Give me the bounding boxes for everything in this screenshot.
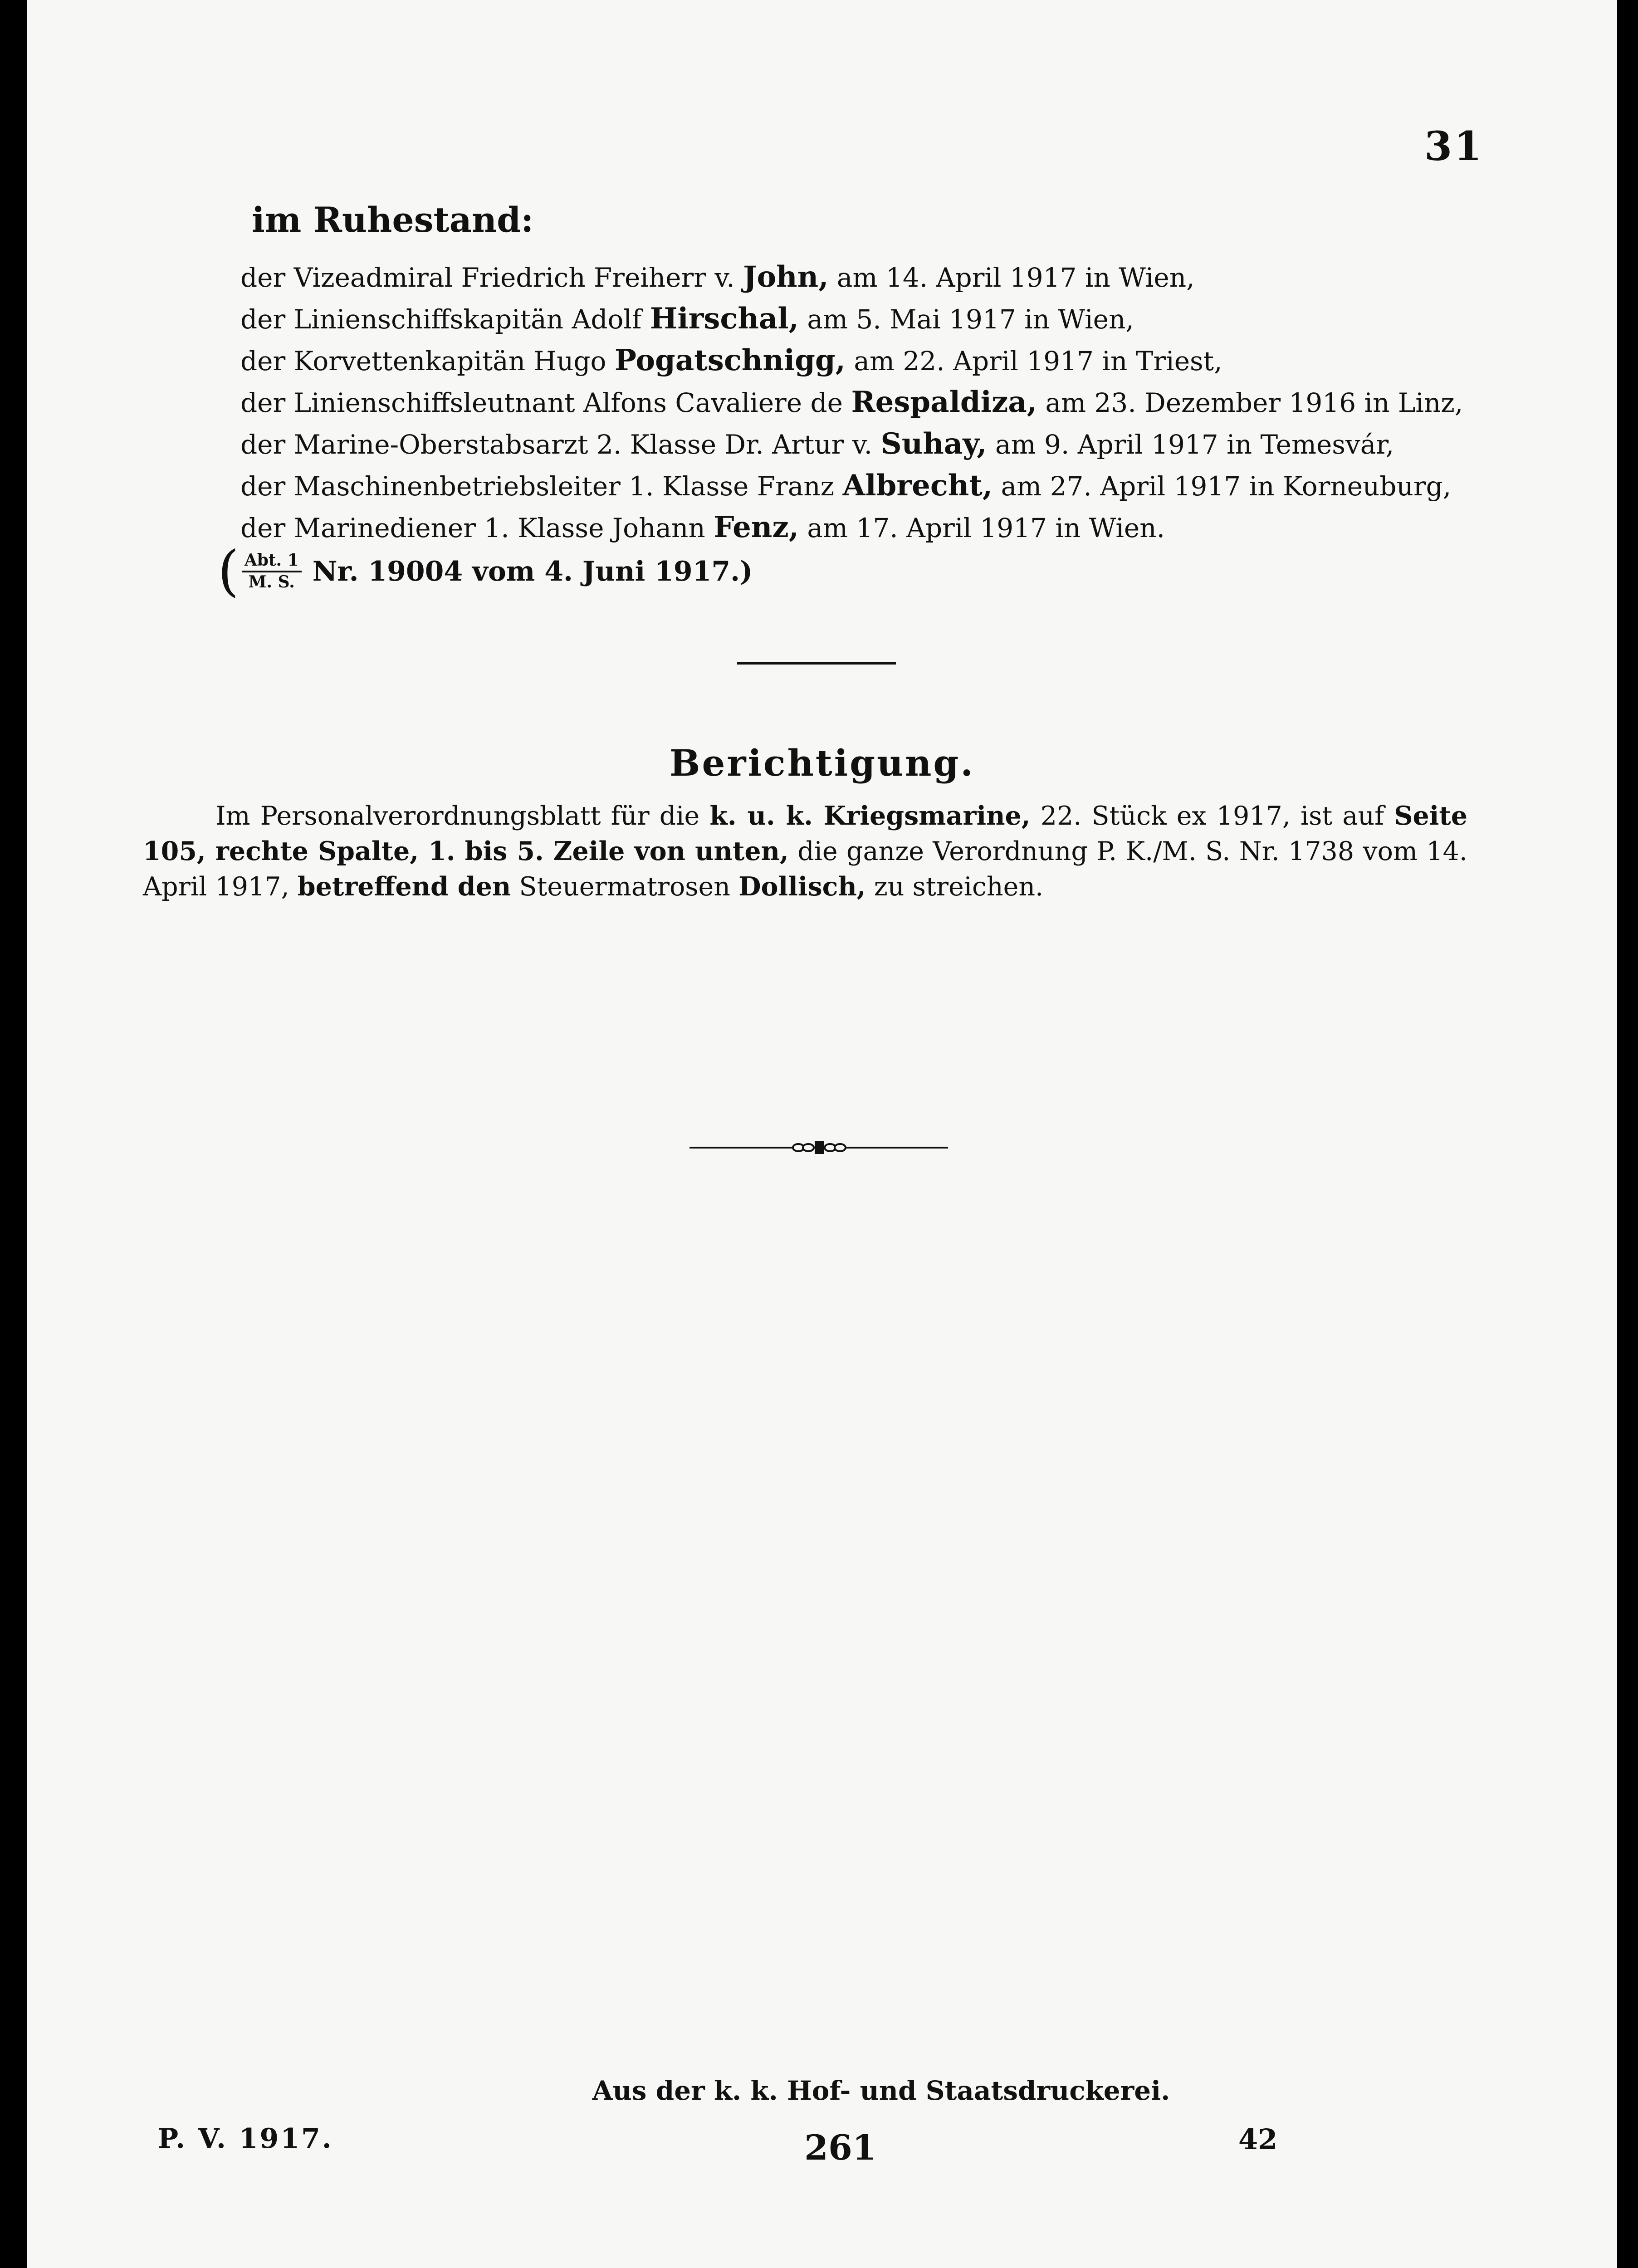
entry-name: John, [743, 260, 829, 294]
correction-text-bold: Seite 105, rechte Spalte, 1. bis 5. Zeile von unten, [143, 801, 1467, 866]
entry-date-place: am 22. April 1917 in Triest, [845, 346, 1222, 376]
entry-date-place: am 14. April 1917 in Wien, [828, 262, 1195, 293]
retirement-list [240, 256, 1463, 548]
fraction-numerator: Abt. 1 [242, 552, 302, 572]
list-item [240, 340, 1284, 381]
entry-date-place: am 17. April 1917 in Wien. [798, 513, 1165, 543]
list-item [240, 381, 1463, 423]
entry-date-place: am 5. Mai 1917 in Wien, [798, 304, 1134, 335]
correction-text-part: Steuermatrosen [511, 872, 739, 902]
entry-rank: der Marine-Oberstabsarzt 2. Klasse Dr. Artur v. [240, 429, 881, 460]
correction-text-part: Im Personalverordnungsblatt für die [215, 801, 710, 831]
footer-left: P. V. 1917. [158, 2123, 333, 2155]
list-item [240, 465, 1452, 507]
footer-right: 42 [1238, 2123, 1278, 2156]
reference-text: Nr. 19004 vom 4. Juni 1917.) [312, 556, 753, 587]
entry-name: Fenz, [714, 510, 799, 544]
correction-text-bold: k. u. k. Kriegsmarine, [709, 801, 1031, 831]
list-item [240, 507, 1284, 548]
entry-rank: der Maschinenbetriebsleiter 1. Klasse Franz [240, 471, 843, 502]
footer-page-number: 261 [804, 2127, 876, 2168]
section-heading: im Ruhestand: [252, 200, 534, 240]
list-item [240, 423, 1394, 465]
open-paren: ( [218, 540, 239, 603]
list-item [240, 256, 1284, 298]
entry-rank: der Vizeadmiral Friedrich Freiherr v. [240, 262, 743, 293]
entry-name: Pogatschnigg, [614, 343, 846, 377]
department-fraction [242, 552, 302, 591]
ornament-divider [689, 1134, 948, 1161]
entry-rank: der Marinediener 1. Klasse Johann [240, 513, 714, 543]
list-item [240, 298, 1284, 340]
entry-name: Hirschal, [650, 302, 799, 336]
entry-name: Respaldiza, [851, 385, 1037, 419]
correction-text-bold: betreffend den [297, 871, 511, 902]
entry-name: Albrecht, [842, 469, 993, 503]
entry-date-place: am 27. April 1917 in Korneuburg, [993, 471, 1452, 502]
correction-title: Berichtigung. [669, 742, 975, 784]
entry-rank: der Linienschiffsleutnant Alfons Cavaliere de [240, 387, 851, 418]
fraction-denominator: M. S. [248, 572, 295, 591]
correction-paragraph [143, 798, 1467, 904]
section-divider [737, 662, 896, 665]
page-number: 31 [1424, 122, 1484, 170]
entry-date-place: am 9. April 1917 in Temesvár, [987, 429, 1394, 460]
correction-text-bold: Dollisch, [738, 871, 866, 902]
correction-text-part: zu streichen. [865, 872, 1044, 902]
correction-text-part: die ganze Verordnung P. K./M. S. Nr. 1738 vom 14. April 1917, [143, 836, 1467, 902]
document-page [27, 0, 1617, 2268]
entry-date-place: am 23. Dezember 1916 in Linz, [1037, 387, 1463, 418]
file-reference [218, 540, 753, 603]
printer-imprint: Aus der k. k. Hof- und Staatsdruckerei. [592, 2075, 1170, 2106]
entry-rank: der Linienschiffskapitän Adolf [240, 304, 650, 335]
correction-text-part: 22. Stück ex 1917, ist auf [1030, 801, 1394, 831]
entry-name: Suhay, [880, 427, 987, 461]
entry-rank: der Korvettenkapitän Hugo [240, 346, 615, 376]
